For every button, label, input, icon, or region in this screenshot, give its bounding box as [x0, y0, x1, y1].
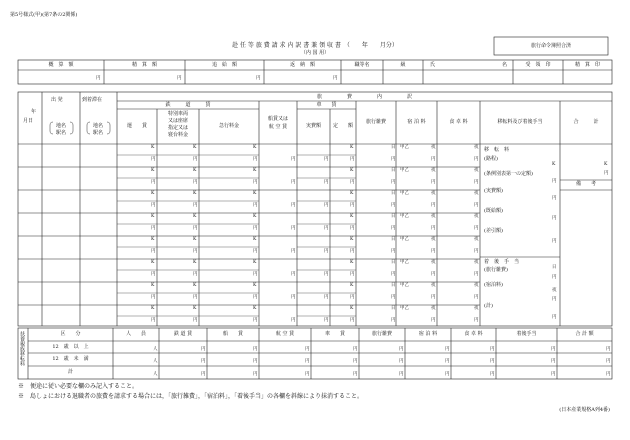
row-3-yen-mark: 円 [253, 203, 258, 208]
row-8-lodging-yen: 円 [431, 318, 436, 323]
row-1-misc-yen: 円 [391, 157, 396, 162]
row-5-fare-field[interactable] [119, 237, 155, 257]
row-3-yen-mark: 円 [350, 203, 355, 208]
name-field[interactable] [425, 71, 511, 83]
month-day-label: 月日 [23, 118, 34, 124]
family-row-3-person-mark: 人 [153, 372, 158, 377]
row-2-km-mark: K [151, 168, 155, 173]
family-row-3-yen-mark: 円 [490, 372, 495, 377]
family-header-ship: 船 賃 [222, 331, 243, 337]
form-title: 赴 任 等 旅 費 請 求 内 訳 書 兼 領 収 書 （ 年 月分） [232, 42, 398, 49]
row-2-day-mark: 日 [391, 168, 396, 173]
departure-station-label: 駅名 [56, 130, 67, 136]
row-6-yen-mark: 円 [193, 272, 198, 277]
row-3-yen-mark: 円 [151, 203, 156, 208]
row-5-day-mark: 日 [391, 237, 396, 242]
row-4-km-mark: K [151, 214, 155, 219]
family-row-2-yen-mark: 円 [490, 359, 495, 364]
family-header-category: 区 分 [60, 331, 81, 337]
row-3-yen-mark: 円 [324, 203, 329, 208]
distance-label: (路程) [484, 156, 498, 162]
row-3-meal-night: 夜 [474, 191, 479, 196]
family-row-2-yen-mark: 円 [201, 359, 206, 364]
row-7-misc-yen: 円 [391, 295, 396, 300]
row-6-meal-night: 夜 [474, 260, 479, 265]
row-7-lodging-yen: 円 [431, 295, 436, 300]
row-2-yen-mark: 円 [151, 180, 156, 185]
special-header-4: 寝台料金 [167, 132, 188, 138]
row-1-yen-mark: 円 [291, 157, 296, 162]
row-3-yen-mark: 円 [291, 203, 296, 208]
row-6-lodging-yen: 円 [431, 272, 436, 277]
row-5-night-mark: 夜 [431, 237, 436, 242]
family-row-3-yen-mark: 円 [253, 372, 258, 377]
row-3-zone: 甲乙 [400, 191, 409, 196]
row-4-yen-mark: 円 [291, 226, 296, 231]
row-8-yen-mark: 円 [350, 318, 355, 323]
row-4-fare-field[interactable] [119, 214, 155, 234]
arrival-misc-yen: 円 [552, 275, 557, 280]
row-2-misc-yen: 円 [391, 180, 396, 185]
row-4-misc-yen: 円 [391, 226, 396, 231]
row-4-yen-mark: 円 [324, 226, 329, 231]
row-6-misc-yen: 円 [391, 272, 396, 277]
row-8-fare-field[interactable] [119, 306, 155, 326]
row-3-km-mark: K [350, 191, 354, 196]
family-row-2-yen-mark: 円 [445, 359, 450, 364]
total-yen-mark: 円 [604, 171, 609, 176]
row-4-yen-mark: 円 [350, 226, 355, 231]
travel-misc-header: 旅行雑費 [365, 119, 386, 125]
row-7-km-mark: K [151, 283, 155, 288]
row-5-misc-yen: 円 [391, 249, 396, 254]
arrival-lodging-night: 夜 [552, 288, 557, 293]
family-header-meal: 食 卓 料 [464, 331, 483, 337]
summary-header-receipt-seal: 受 領 印 [525, 62, 551, 68]
ship-air-header-1: 船賃又は [267, 116, 288, 122]
row-7-yen-mark: 円 [291, 295, 296, 300]
remarks-label: 備 考 [575, 181, 596, 187]
row-1-night-mark: 夜 [431, 145, 436, 150]
paid-label: (既給額) [484, 208, 503, 214]
family-row-under12: 12 歳 未 満 [52, 356, 89, 362]
row-6-night-mark: 夜 [431, 260, 436, 265]
row-8-misc-yen: 円 [391, 318, 396, 323]
row-5-meal-yen: 円 [474, 249, 479, 254]
settled-amount-field[interactable] [106, 71, 183, 83]
row-2-fare-field[interactable] [119, 168, 155, 188]
row-7-yen-mark: 円 [324, 295, 329, 300]
row-3-lodging-yen: 円 [431, 203, 436, 208]
balance-label: (差引額) [484, 228, 503, 234]
summary-header-grade: 級 [400, 62, 406, 68]
row-1-km-mark: K [151, 145, 155, 150]
family-header-rail: 鉄 道 賃 [173, 331, 193, 337]
table-first-label: (条例別表第一の定額) [484, 171, 533, 177]
row-6-yen-mark: 円 [291, 272, 296, 277]
row-4-lodging-yen: 円 [431, 226, 436, 231]
summary-yen-4: 円 [333, 76, 338, 81]
summary-header-refund: 返 納 額 [289, 62, 315, 68]
departure-place-label: 地名 [56, 123, 67, 129]
row-2-night-mark: 夜 [431, 168, 436, 173]
family-header-lodging: 宿 泊 料 [418, 331, 438, 337]
row-1-km-mark: K [193, 145, 197, 150]
row-6-zone: 甲乙 [400, 260, 409, 265]
row-3-km-mark: K [253, 191, 257, 196]
row-2-zone: 甲乙 [400, 168, 409, 173]
arrival-sum-yen: 円 [552, 315, 557, 320]
row-6-yen-mark: 円 [151, 272, 156, 277]
row-4-meal-yen: 円 [474, 226, 479, 231]
arrival-misc-label: (旅行雑費) [484, 267, 508, 273]
row-8-night-mark: 夜 [431, 306, 436, 311]
row-3-misc-yen: 円 [391, 203, 396, 208]
row-5-km-mark: K [350, 237, 354, 242]
family-header-car: 車 賃 [324, 331, 345, 337]
family-row-2-yen-mark: 円 [353, 359, 358, 364]
ship-air-header-2: 航 空 賃 [268, 124, 288, 130]
family-header-persons: 人 員 [125, 331, 146, 337]
row-6-km-mark: K [193, 260, 197, 265]
row-3-yen-mark: 円 [193, 203, 198, 208]
arrival-label: 到着滞在 [82, 97, 103, 103]
transfer-header: 移転料及び着後手当 [497, 119, 543, 125]
row-5-yen-mark: 円 [151, 249, 156, 254]
row-6-meal-yen: 円 [474, 272, 479, 277]
family-row-2-yen-mark: 円 [606, 359, 611, 364]
family-row-1-yen-mark: 円 [353, 347, 358, 352]
fare-header: 運 賃 [126, 123, 147, 129]
row-6-km-mark: K [350, 260, 354, 265]
transfer-fee-label: 移 転 料 [484, 147, 510, 153]
row-1-yen-mark: 円 [324, 157, 329, 162]
row-7-km-mark: K [350, 283, 354, 288]
family-row-1-yen-mark: 円 [490, 347, 495, 352]
row-2-yen-mark: 円 [193, 180, 198, 185]
row-5-km-mark: K [253, 237, 257, 242]
row-4-yen-mark: 円 [193, 226, 198, 231]
family-side-label: 扶養親族移転料 [19, 331, 25, 366]
family-row-3-yen-mark: 円 [551, 372, 556, 377]
row-8-zone: 甲乙 [400, 306, 409, 311]
departure-label: 出 発 [51, 97, 63, 103]
row-1-meal-yen: 円 [474, 157, 479, 162]
family-header-air: 航 空 賃 [275, 331, 295, 337]
row-7-meal-night: 夜 [474, 283, 479, 288]
row-4-day-mark: 日 [391, 214, 396, 219]
family-row-1-yen-mark: 円 [201, 347, 206, 352]
family-row-1-yen-mark: 円 [606, 347, 611, 352]
row-4-yen-mark: 円 [253, 226, 258, 231]
row-7-km-mark: K [253, 283, 257, 288]
row-8-yen-mark: 円 [291, 318, 296, 323]
row-2-yen-mark: 円 [291, 180, 296, 185]
family-row-3-yen-mark: 円 [399, 372, 404, 377]
row-4-meal-night: 夜 [474, 214, 479, 219]
row-7-day-mark: 日 [391, 283, 396, 288]
row-8-km-mark: K [253, 306, 257, 311]
row-2-km-mark: K [193, 168, 197, 173]
row-4-zone: 甲乙 [400, 214, 409, 219]
row-8-yen-mark: 円 [193, 318, 198, 323]
arrival-misc-day: 日 [552, 265, 557, 270]
paid-yen: 円 [552, 216, 557, 221]
table-first-yen: 円 [552, 179, 557, 184]
family-row-3-yen-mark: 円 [305, 372, 310, 377]
row-6-fare-field[interactable] [119, 260, 155, 280]
year-label: 年 [31, 109, 37, 115]
row-3-day-mark: 日 [391, 191, 396, 196]
summary-header-position: 職等名 [354, 62, 370, 68]
balance-yen: 円 [552, 239, 557, 244]
summary-header-estimate: 概 算 額 [48, 62, 74, 68]
row-8-km-mark: K [350, 306, 354, 311]
row-5-yen-mark: 円 [253, 249, 258, 254]
family-row-1-yen-mark: 円 [445, 347, 450, 352]
row-8-yen-mark: 円 [151, 318, 156, 323]
row-2-yen-mark: 円 [253, 180, 258, 185]
row-2-yen-mark: 円 [324, 180, 329, 185]
arrival-place-label: 地名 [93, 123, 104, 129]
family-row-1-yen-mark: 円 [253, 347, 258, 352]
row-1-km-mark: K [350, 145, 354, 150]
approval-box-label: 旅行命令簿照合済 [530, 43, 571, 49]
family-row-3-yen-mark: 円 [445, 372, 450, 377]
row-1-zone: 甲乙 [400, 145, 409, 150]
total-header: 合 計 [573, 119, 599, 125]
row-1-yen-mark: 円 [253, 157, 258, 162]
row-7-meal-yen: 円 [474, 295, 479, 300]
row-2-yen-mark: 円 [350, 180, 355, 185]
row-7-fare-field[interactable] [119, 283, 155, 303]
family-row-2-yen-mark: 円 [399, 359, 404, 364]
row-3-meal-yen: 円 [474, 203, 479, 208]
arrival-station-label: 駅名 [93, 130, 104, 136]
row-3-km-mark: K [151, 191, 155, 196]
row-1-lodging-yen: 円 [431, 157, 436, 162]
family-row-1-yen-mark: 円 [551, 347, 556, 352]
family-row-1-yen-mark: 円 [399, 347, 404, 352]
row-5-yen-mark: 円 [350, 249, 355, 254]
actual-cost-yen: 円 [552, 196, 557, 201]
row-8-meal-night: 夜 [474, 306, 479, 311]
summary-yen-1: 円 [96, 76, 101, 81]
family-header-misc: 旅行雑費 [371, 331, 392, 337]
family-row-3-yen-mark: 円 [353, 372, 358, 377]
row-5-yen-mark: 円 [324, 249, 329, 254]
form-id: 第5号様式(甲)(第7条の2関係) [10, 12, 78, 18]
actual-cost-header: 実費額 [305, 123, 321, 129]
family-row-total: 計 [67, 369, 73, 375]
row-2-km-mark: K [350, 168, 354, 173]
family-row-2-yen-mark: 円 [305, 359, 310, 364]
family-row-3-yen-mark: 円 [606, 372, 611, 377]
row-6-km-mark: K [253, 260, 257, 265]
note-2: ※ 島しょにおける退職者の旅費を請求する場合には，「旅行雑費」，「宿泊料」，「着後手当」の各欄を斜線により抹消すること。 [18, 393, 364, 400]
family-header-allowance: 着後手当 [516, 331, 537, 337]
row-5-km-mark: K [151, 237, 155, 242]
row-6-km-mark: K [151, 260, 155, 265]
row-5-yen-mark: 円 [193, 249, 198, 254]
summary-header-additional: 追 給 額 [211, 62, 237, 68]
lodging-header: 宿 泊 料 [407, 119, 426, 125]
family-row-3-yen-mark: 円 [201, 372, 206, 377]
arrival-allowance-label: 着 後 手 当 [484, 259, 520, 265]
footer-spec: (日本産業規格A列4番) [559, 407, 610, 413]
summary-yen-3: 円 [256, 76, 261, 81]
row-7-night-mark: 夜 [431, 283, 436, 288]
row-4-night-mark: 夜 [431, 214, 436, 219]
row-1-yen-mark: 円 [193, 157, 198, 162]
row-7-yen-mark: 円 [151, 295, 156, 300]
row-5-lodging-yen: 円 [431, 249, 436, 254]
row-1-fare-field[interactable] [119, 145, 155, 165]
family-row-over12: 12 歳 以 上 [52, 344, 89, 350]
family-row-1-yen-mark: 円 [305, 347, 310, 352]
summary-yen-2: 円 [177, 76, 182, 81]
distance-km-mark: K [552, 162, 556, 167]
row-2-lodging-yen: 円 [431, 180, 436, 185]
row-2-km-mark: K [253, 168, 257, 173]
express-header: 急行料金 [218, 123, 239, 129]
row-8-yen-mark: 円 [324, 318, 329, 323]
special-header-2: 又は座席 [167, 118, 188, 124]
row-8-day-mark: 日 [391, 306, 396, 311]
rail-header: 鉄 道 賃 [165, 102, 211, 108]
row-5-meal-night: 夜 [474, 237, 479, 242]
summary-header-given-name: 名 [502, 62, 508, 68]
row-1-km-mark: K [253, 145, 257, 150]
family-header-total: 合 計 額 [575, 331, 594, 337]
note-1: ※ 便途に従い必要な欄のみ記入すること。 [18, 383, 139, 390]
row-4-km-mark: K [193, 214, 197, 219]
summary-header-settled: 精 算 額 [131, 62, 157, 68]
family-row-2-person-mark: 人 [153, 359, 158, 364]
form-subtitle: （内 国 用） [300, 50, 330, 56]
row-1-meal-night: 夜 [474, 145, 479, 150]
actual-cost-label: (実費額) [484, 188, 503, 194]
row-7-yen-mark: 円 [253, 295, 258, 300]
row-3-km-mark: K [193, 191, 197, 196]
row-6-yen-mark: 円 [350, 272, 355, 277]
row-8-km-mark: K [151, 306, 155, 311]
family-row-2-yen-mark: 円 [253, 359, 258, 364]
arrival-lodging-yen: 円 [552, 297, 557, 302]
summary-header-surname: 氏 [430, 62, 436, 68]
row-5-zone: 甲乙 [400, 237, 409, 242]
row-1-yen-mark: 円 [350, 157, 355, 162]
row-6-day-mark: 日 [391, 260, 396, 265]
row-3-night-mark: 夜 [431, 191, 436, 196]
row-4-km-mark: K [350, 214, 354, 219]
row-6-yen-mark: 円 [324, 272, 329, 277]
travel-expense-header: 旅 費 内 訳 [316, 94, 412, 100]
special-header-1: 特別車両 [167, 111, 188, 117]
row-4-yen-mark: 円 [151, 226, 156, 231]
meal-header: 食 卓 料 [449, 119, 468, 125]
row-7-zone: 甲乙 [400, 283, 409, 288]
row-7-km-mark: K [193, 283, 197, 288]
row-7-yen-mark: 円 [350, 295, 355, 300]
row-1-yen-mark: 円 [151, 157, 156, 162]
row-8-km-mark: K [193, 306, 197, 311]
row-5-km-mark: K [193, 237, 197, 242]
row-6-yen-mark: 円 [253, 272, 258, 277]
car-header: 車 賃 [316, 102, 337, 108]
row-3-fare-field[interactable] [119, 191, 155, 211]
family-row-1-person-mark: 人 [153, 347, 158, 352]
row-8-yen-mark: 円 [253, 318, 258, 323]
row-7-yen-mark: 円 [193, 295, 198, 300]
row-2-meal-yen: 円 [474, 180, 479, 185]
row-5-yen-mark: 円 [291, 249, 296, 254]
arrival-lodging-label: (宿泊料) [484, 282, 503, 288]
row-8-meal-yen: 円 [474, 318, 479, 323]
arrival-sum-label: (計) [484, 303, 493, 309]
fixed-amount-header: 定 額 [332, 123, 353, 129]
row-4-km-mark: K [253, 214, 257, 219]
row-1-day-mark: 日 [391, 145, 396, 150]
total-km-mark: K [604, 162, 608, 167]
summary-header-settle-seal: 精 算 印 [574, 62, 600, 68]
row-2-meal-night: 夜 [474, 168, 479, 173]
family-row-2-yen-mark: 円 [551, 359, 556, 364]
special-header-3: 指定又は [167, 125, 188, 131]
